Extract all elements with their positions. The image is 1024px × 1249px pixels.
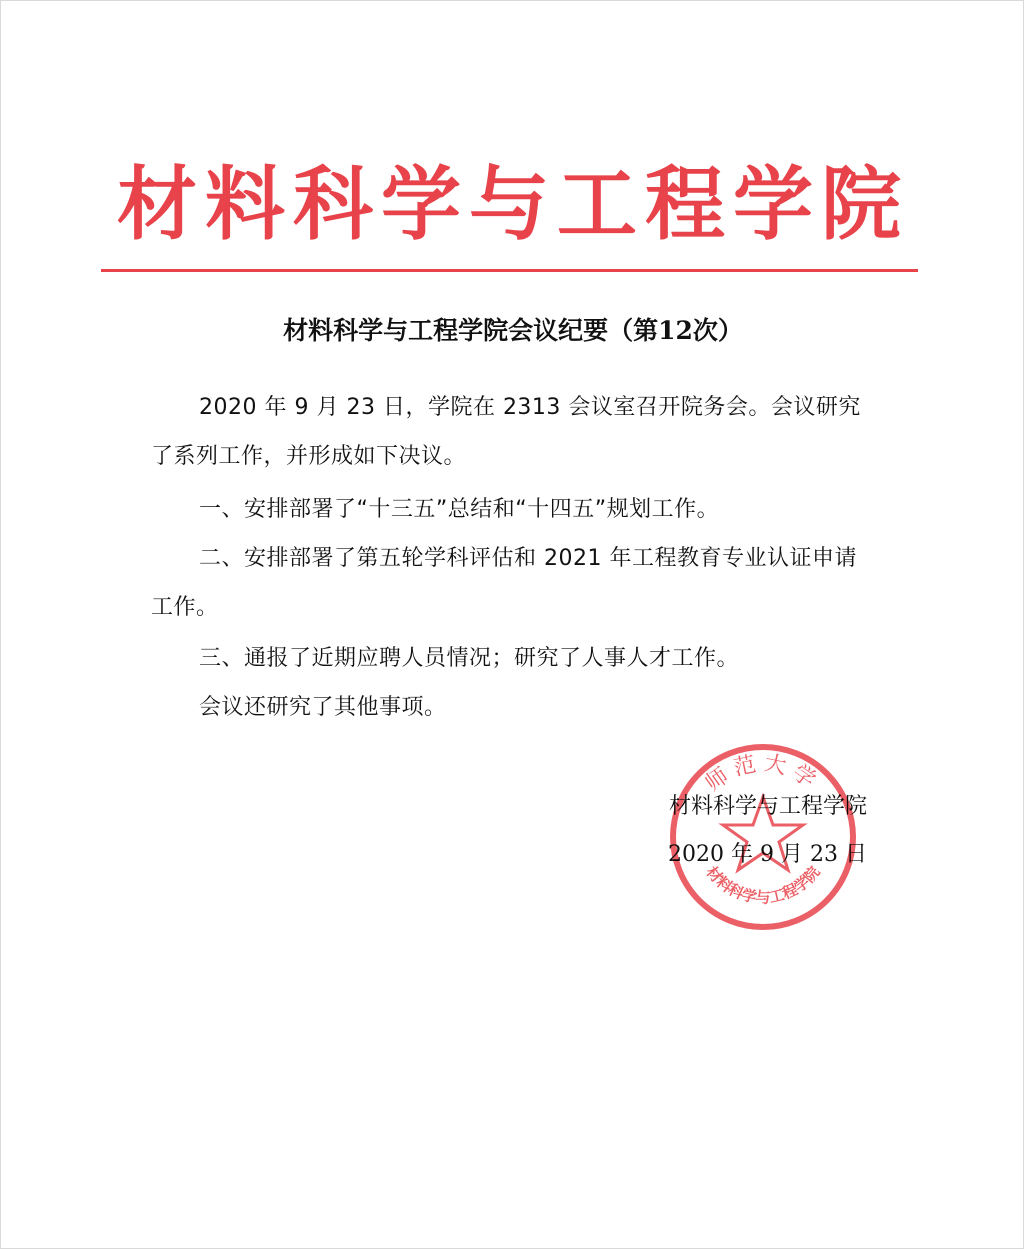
official-seal-stamp	[665, 739, 861, 935]
svg-text:材料科学与工程学院	[703, 863, 824, 907]
document-title: 材料科学与工程学院会议纪要（第12次）	[283, 316, 743, 345]
seal-star-icon	[723, 797, 803, 870]
paragraph-item-2: 二、安排部署了第五轮学科评估和 2021 年工程教育专业认证申请工作。	[151, 546, 857, 620]
signature-org: 材料科学与工程学院	[668, 794, 867, 819]
seal-bottom-text: 材料科学与工程学院	[702, 863, 824, 907]
paragraph-item-1: 一、安排部署了“十三五”总结和“十四五”规划工作。	[199, 497, 720, 522]
paragraph-intro: 2020 年 9 月 23 日，学院在 2313 会议室召开院务会。会议研究了系列工作，并形成如下决议。	[151, 395, 861, 469]
signature-date: 2020 年 9 月 23 日	[668, 842, 867, 867]
paragraph-item-3: 三、通报了近期应聘人员情况；研究了人事人才工作。	[199, 646, 740, 671]
seal-top-text: 师范大学	[701, 750, 825, 797]
letterhead-divider	[101, 269, 918, 272]
letterhead-title: 材料科学与工程学院	[117, 157, 909, 251]
paragraph-closing: 会议还研究了其他事项。	[199, 695, 447, 720]
